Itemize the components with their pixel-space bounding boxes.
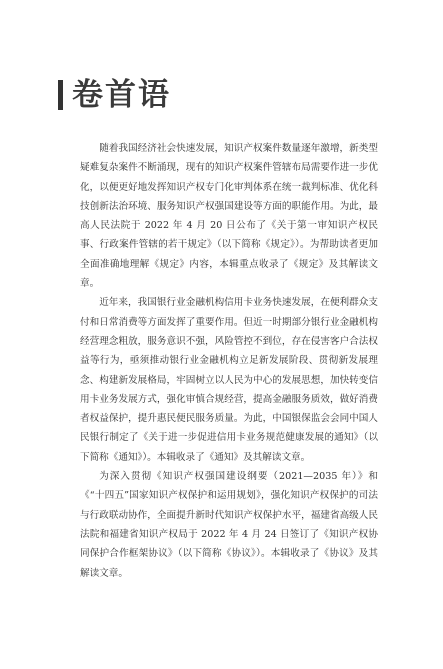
body-text [80, 139, 378, 583]
title-accent-bar [58, 80, 63, 110]
paragraph-3: 为深入贯彻《知识产权强国建设纲要（2021—2035 年）》和《“十四五”国家知识产权保护和运用规划》，强化知识产权保护的司法与行政联动协作，全面提升新时代知识产权保护水平，福建省高级人民法院和福建省知识产权局于 2022 年 4 月 24 日签订了《知识产权协同保护合作框架协议》（以下简称《协议》）。本辑收录了《协议》及其解读文章。 [80, 471, 378, 579]
paragraph-2: 近年来，我国银行业金融机构信用卡业务快速发展，在便利群众支付和日常消费等方面发挥了重要作用。但近一时期部分银行业金融机构经营理念粗放，服务意识不强，风险管控不到位，存在侵害客户合法权益等行为，亟须推动银行业金融机构立足新发展阶段、贯彻新发展理念、构建新发展格局，牢固树立以人民为中心的发展思想，加快转变信用卡业务发展方式，强化审慎合规经营，提高金融服务质效，做好消费者权益保护，提升惠民便民服务质量。为此，中国银保监会会同中国人民银行制定了《关于进一步促进信用卡业务规范健康发展的通知》（以下简称《通知》）。本辑收录了《通知》及其解读文章。 [80, 297, 378, 463]
paragraph-1: 随着我国经济社会快速发展，知识产权案件数量逐年激增，新类型疑难复杂案件不断涌现，现有的知识产权案件管辖布局需要作进一步优化，以便更好地发挥知识产权专门化审判体系在统一裁判标准、优化科技创新法治环境、服务知识产权强国建设等方面的职能作用。为此，最高人民法院于 2022 年 4 月 20 日公布了《关于第一审知识产权民事、行政案件管辖的若干规定》（以下简称《规定》）。为帮助读者更加全面准确地理解《规定》内容，本辑重点收录了《规定》及其解读文章。 [80, 143, 378, 290]
heading-block [58, 72, 171, 118]
page-title: 卷首语 [72, 77, 171, 113]
